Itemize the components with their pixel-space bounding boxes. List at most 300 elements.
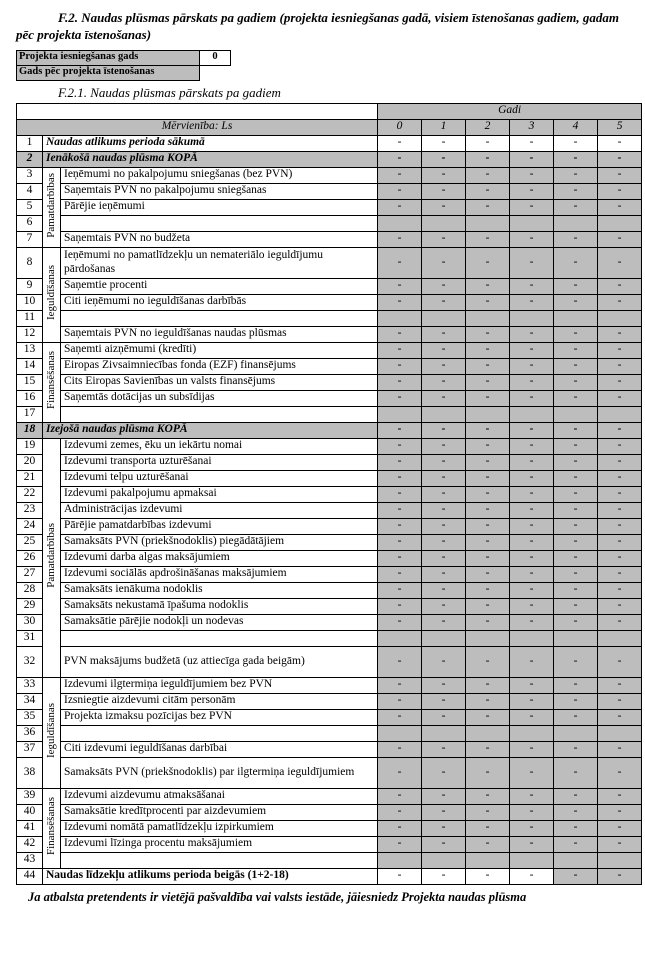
value-cell: - — [378, 390, 422, 406]
value-cell — [598, 630, 642, 646]
value-cell: - — [378, 788, 422, 804]
header-spacer-cell — [17, 103, 378, 119]
row-label: Samaksāts ienākuma nodoklis — [61, 582, 378, 598]
row-number: 41 — [17, 820, 43, 836]
value-cell — [378, 406, 422, 422]
value-cell: - — [554, 788, 598, 804]
value-cell: - — [510, 614, 554, 630]
value-cell: - — [510, 183, 554, 199]
footer-note: Ja atbalsta pretendents ir vietējā pašvaldība vai valsts iestāde, jāiesniedz Projekta naudas plūsma — [28, 889, 527, 904]
value-cell: - — [554, 374, 598, 390]
value-cell: - — [598, 470, 642, 486]
value-cell: - — [422, 278, 466, 294]
value-cell — [510, 215, 554, 231]
value-cell: - — [378, 550, 422, 566]
value-cell: - — [510, 231, 554, 247]
value-cell: - — [378, 199, 422, 215]
value-cell: - — [466, 167, 510, 183]
table-row — [17, 646, 642, 677]
value-cell: - — [466, 135, 510, 151]
value-cell: - — [598, 247, 642, 278]
value-cell: - — [554, 326, 598, 342]
value-cell: - — [422, 358, 466, 374]
value-cell: - — [554, 741, 598, 757]
value-cell: - — [510, 294, 554, 310]
table-row — [17, 151, 642, 167]
value-cell: - — [378, 294, 422, 310]
value-cell: - — [510, 804, 554, 820]
value-cell: - — [378, 868, 422, 884]
row-number: 16 — [17, 390, 43, 406]
row-number: 3 — [17, 167, 43, 183]
value-cell: - — [422, 582, 466, 598]
table-row — [17, 215, 642, 231]
value-cell: - — [598, 804, 642, 820]
value-cell: - — [554, 836, 598, 852]
group-label-text: Pamatdarbības — [45, 172, 57, 238]
value-cell: - — [466, 342, 510, 358]
value-cell — [598, 725, 642, 741]
row-number: 21 — [17, 470, 43, 486]
row-label: Samaksāts nekustamā īpašuma nodoklis — [61, 598, 378, 614]
table-row — [17, 614, 642, 630]
value-cell: - — [466, 438, 510, 454]
value-cell: - — [598, 646, 642, 677]
value-cell: - — [510, 693, 554, 709]
table-row — [17, 374, 642, 390]
table-row — [17, 470, 642, 486]
row-label — [61, 215, 378, 231]
row-number: 9 — [17, 278, 43, 294]
value-cell: - — [554, 151, 598, 167]
value-cell — [510, 406, 554, 422]
value-cell: - — [422, 820, 466, 836]
table-row — [17, 406, 642, 422]
value-cell: - — [378, 646, 422, 677]
table-row — [17, 725, 642, 741]
group-label-text: Ieguldīšanas — [45, 702, 57, 758]
value-cell: - — [378, 741, 422, 757]
row-number: 17 — [17, 406, 43, 422]
value-cell: - — [598, 294, 642, 310]
value-cell: - — [554, 868, 598, 884]
value-cell: - — [510, 820, 554, 836]
value-cell: - — [378, 582, 422, 598]
value-cell: - — [554, 566, 598, 582]
value-cell: - — [554, 534, 598, 550]
row-number: 33 — [17, 677, 43, 693]
value-cell: - — [598, 135, 642, 151]
value-cell: - — [554, 183, 598, 199]
value-cell — [422, 852, 466, 868]
row-number: 24 — [17, 518, 43, 534]
table-row — [17, 278, 642, 294]
value-cell: - — [510, 486, 554, 502]
table-row — [17, 326, 642, 342]
value-cell: - — [378, 566, 422, 582]
value-cell — [466, 215, 510, 231]
value-cell: - — [422, 502, 466, 518]
value-cell: - — [554, 582, 598, 598]
value-cell: - — [466, 183, 510, 199]
value-cell: - — [466, 470, 510, 486]
row-label: PVN maksājums budžetā (uz attiecīga gada beigām) — [61, 646, 378, 677]
value-cell: - — [510, 470, 554, 486]
row-label — [61, 852, 378, 868]
value-cell: - — [466, 454, 510, 470]
value-cell: - — [378, 278, 422, 294]
year-col-header: 3 — [510, 119, 554, 135]
value-cell: - — [598, 693, 642, 709]
value-cell: - — [598, 757, 642, 788]
value-cell — [466, 852, 510, 868]
value-cell: - — [466, 868, 510, 884]
value-cell: - — [466, 231, 510, 247]
value-cell — [554, 215, 598, 231]
unit-label: Mērvienība: Ls — [17, 119, 378, 135]
value-cell: - — [466, 199, 510, 215]
value-cell: - — [598, 231, 642, 247]
value-cell: - — [466, 390, 510, 406]
row-number: 15 — [17, 374, 43, 390]
value-cell: - — [510, 374, 554, 390]
value-cell — [554, 852, 598, 868]
value-cell: - — [422, 342, 466, 358]
value-cell: - — [422, 868, 466, 884]
value-cell: - — [422, 470, 466, 486]
row-label — [61, 725, 378, 741]
value-cell: - — [466, 693, 510, 709]
value-cell: - — [598, 278, 642, 294]
value-cell: - — [378, 757, 422, 788]
value-cell: - — [554, 358, 598, 374]
value-cell: - — [466, 566, 510, 582]
value-cell: - — [598, 342, 642, 358]
row-number: 28 — [17, 582, 43, 598]
row-label: Ieņēmumi no pakalpojumu sniegšanas (bez PVN) — [61, 167, 378, 183]
row-number: 20 — [17, 454, 43, 470]
value-cell: - — [598, 374, 642, 390]
row-number: 4 — [17, 183, 43, 199]
row-label: Izejošā naudas plūsma KOPĀ — [43, 422, 378, 438]
value-cell — [598, 852, 642, 868]
value-cell: - — [510, 390, 554, 406]
table-row — [17, 868, 642, 884]
page-title: F.2. Naudas plūsmas pārskats pa gadiem (projekta iesniegšanas gadā, visiem īstenošanas gadiem, gadam pēc projekta īstenošanas) — [16, 10, 619, 42]
value-cell: - — [378, 836, 422, 852]
group-label — [43, 677, 61, 788]
group-label-text: Pamatdarbības — [45, 523, 57, 588]
row-label: Izdevumi līzinga procentu maksājumiem — [61, 836, 378, 852]
row-number: 14 — [17, 358, 43, 374]
value-cell: - — [378, 342, 422, 358]
value-cell: - — [554, 486, 598, 502]
group-label-text: Finansēšanas — [45, 350, 57, 409]
value-cell — [554, 406, 598, 422]
value-cell: - — [422, 709, 466, 725]
value-cell: - — [510, 582, 554, 598]
group-label — [43, 167, 61, 247]
value-cell — [422, 215, 466, 231]
info-value: 0 — [200, 50, 231, 65]
row-label: Samaksāts PVN (priekšnodoklis) piegādātājiem — [61, 534, 378, 550]
value-cell: - — [510, 454, 554, 470]
value-cell: - — [554, 278, 598, 294]
value-cell: - — [598, 502, 642, 518]
value-cell: - — [422, 247, 466, 278]
table-row — [17, 438, 642, 454]
value-cell: - — [554, 598, 598, 614]
value-cell: - — [554, 438, 598, 454]
row-label: Izdevumi pakalpojumu apmaksai — [61, 486, 378, 502]
value-cell: - — [554, 470, 598, 486]
table-row — [17, 183, 642, 199]
value-cell: - — [510, 836, 554, 852]
row-number: 37 — [17, 741, 43, 757]
value-cell: - — [554, 709, 598, 725]
value-cell: - — [554, 342, 598, 358]
info-label: Projekta iesniegšanas gads — [17, 50, 200, 65]
value-cell: - — [378, 247, 422, 278]
value-cell — [598, 215, 642, 231]
row-label: Naudas atlikums perioda sākumā — [43, 135, 378, 151]
value-cell: - — [466, 646, 510, 677]
value-cell — [378, 725, 422, 741]
value-cell: - — [422, 422, 466, 438]
value-cell: - — [378, 438, 422, 454]
row-label: Eiropas Zivsaimniecības fonda (EZF) finansējums — [61, 358, 378, 374]
row-number: 38 — [17, 757, 43, 788]
value-cell: - — [422, 486, 466, 502]
year-col-header: 5 — [598, 119, 642, 135]
value-cell: - — [466, 677, 510, 693]
row-number: 10 — [17, 294, 43, 310]
value-cell: - — [554, 550, 598, 566]
value-cell: - — [598, 358, 642, 374]
table-row — [17, 550, 642, 566]
group-label-text: Finansēšanas — [45, 796, 57, 855]
row-number: 13 — [17, 342, 43, 358]
value-cell: - — [422, 183, 466, 199]
value-cell: - — [466, 741, 510, 757]
value-cell: - — [422, 199, 466, 215]
section-subtitle: F.2.1. Naudas plūsmas pārskats pa gadiem — [58, 84, 281, 100]
value-cell: - — [422, 390, 466, 406]
value-cell — [378, 215, 422, 231]
value-cell — [422, 310, 466, 326]
value-cell — [554, 630, 598, 646]
row-label: Samaksātie kredītprocenti par aizdevumiem — [61, 804, 378, 820]
value-cell: - — [510, 677, 554, 693]
row-number: 18 — [17, 422, 43, 438]
row-number: 34 — [17, 693, 43, 709]
value-cell: - — [466, 422, 510, 438]
value-cell: - — [466, 614, 510, 630]
value-cell: - — [378, 486, 422, 502]
value-cell — [422, 406, 466, 422]
row-label: Saņemtais PVN no pakalpojumu sniegšanas — [61, 183, 378, 199]
value-cell: - — [378, 231, 422, 247]
value-cell: - — [510, 502, 554, 518]
value-cell — [378, 310, 422, 326]
value-cell: - — [510, 550, 554, 566]
value-cell: - — [510, 518, 554, 534]
value-cell: - — [510, 422, 554, 438]
value-cell: - — [598, 820, 642, 836]
row-label: Cits Eiropas Savienības un valsts finansējums — [61, 374, 378, 390]
row-number: 35 — [17, 709, 43, 725]
table-row — [17, 454, 642, 470]
value-cell: - — [466, 278, 510, 294]
value-cell — [510, 852, 554, 868]
value-cell: - — [466, 582, 510, 598]
table-row — [17, 820, 642, 836]
row-number: 22 — [17, 486, 43, 502]
value-cell: - — [598, 151, 642, 167]
info-row — [17, 65, 231, 80]
row-number: 29 — [17, 598, 43, 614]
table-row — [17, 852, 642, 868]
value-cell: - — [598, 326, 642, 342]
table-row — [17, 199, 642, 215]
value-cell: - — [378, 135, 422, 151]
row-label: Saņemtās dotācijas un subsīdijas — [61, 390, 378, 406]
value-cell: - — [466, 757, 510, 788]
value-cell: - — [422, 757, 466, 788]
row-number: 11 — [17, 310, 43, 326]
info-label: Gads pēc projekta īstenošanas — [17, 65, 200, 80]
table-row — [17, 310, 642, 326]
row-label: Citi izdevumi ieguldīšanas darbībai — [61, 741, 378, 757]
value-cell: - — [378, 422, 422, 438]
row-number: 12 — [17, 326, 43, 342]
value-cell: - — [598, 582, 642, 598]
row-label: Izdevumi telpu uzturēšanai — [61, 470, 378, 486]
value-cell: - — [554, 804, 598, 820]
table-row — [17, 582, 642, 598]
value-cell: - — [598, 566, 642, 582]
info-row — [17, 50, 231, 65]
table-row — [17, 757, 642, 788]
value-cell: - — [422, 550, 466, 566]
value-cell: - — [510, 646, 554, 677]
row-number: 5 — [17, 199, 43, 215]
group-label — [43, 438, 61, 677]
value-cell: - — [378, 374, 422, 390]
value-cell: - — [378, 151, 422, 167]
value-cell: - — [554, 677, 598, 693]
value-cell: - — [378, 518, 422, 534]
row-number: 1 — [17, 135, 43, 151]
value-cell: - — [466, 550, 510, 566]
value-cell: - — [422, 294, 466, 310]
row-label: Samaksāts PVN (priekšnodoklis) par ilgtermiņa ieguldījumiem — [61, 757, 378, 788]
value-cell: - — [466, 247, 510, 278]
row-number: 7 — [17, 231, 43, 247]
value-cell: - — [554, 757, 598, 788]
value-cell: - — [598, 598, 642, 614]
value-cell: - — [466, 374, 510, 390]
value-cell: - — [554, 820, 598, 836]
cashflow-table — [16, 103, 642, 885]
value-cell: - — [378, 534, 422, 550]
row-number: 44 — [17, 868, 43, 884]
value-cell: - — [422, 598, 466, 614]
value-cell: - — [554, 231, 598, 247]
table-row — [17, 709, 642, 725]
value-cell: - — [598, 836, 642, 852]
table-header-row-unit — [17, 119, 642, 135]
value-cell: - — [510, 598, 554, 614]
value-cell — [466, 725, 510, 741]
value-cell: - — [598, 550, 642, 566]
value-cell: - — [598, 614, 642, 630]
value-cell — [510, 725, 554, 741]
table-row — [17, 788, 642, 804]
table-row — [17, 502, 642, 518]
row-label: Izdevumi aizdevumu atmaksāšanai — [61, 788, 378, 804]
value-cell: - — [378, 358, 422, 374]
row-label: Saņemtie procenti — [61, 278, 378, 294]
value-cell: - — [598, 709, 642, 725]
table-row — [17, 518, 642, 534]
year-col-header: 1 — [422, 119, 466, 135]
row-label: Ienākošā naudas plūsma KOPĀ — [43, 151, 378, 167]
value-cell: - — [598, 486, 642, 502]
row-number: 39 — [17, 788, 43, 804]
value-cell: - — [466, 294, 510, 310]
value-cell: - — [554, 454, 598, 470]
value-cell — [466, 406, 510, 422]
value-cell: - — [422, 438, 466, 454]
row-label: Izdevumi transporta uzturēšanai — [61, 454, 378, 470]
row-label: Saņemtais PVN no ieguldīšanas naudas plūsmas — [61, 326, 378, 342]
row-label: Ieņēmumi no pamatlīdzekļu un nemateriālo ieguldījumu pārdošanas — [61, 247, 378, 278]
row-number: 30 — [17, 614, 43, 630]
value-cell: - — [598, 454, 642, 470]
value-cell: - — [422, 566, 466, 582]
value-cell: - — [598, 534, 642, 550]
value-cell: - — [510, 151, 554, 167]
table-row — [17, 598, 642, 614]
year-col-header: 2 — [466, 119, 510, 135]
value-cell: - — [598, 199, 642, 215]
value-cell: - — [510, 247, 554, 278]
value-cell: - — [598, 677, 642, 693]
info-table — [16, 50, 231, 81]
row-number: 25 — [17, 534, 43, 550]
value-cell: - — [422, 646, 466, 677]
value-cell: - — [510, 868, 554, 884]
value-cell: - — [510, 358, 554, 374]
row-number: 8 — [17, 247, 43, 278]
table-row — [17, 566, 642, 582]
value-cell — [422, 725, 466, 741]
value-cell: - — [466, 534, 510, 550]
value-cell: - — [378, 820, 422, 836]
value-cell: - — [466, 502, 510, 518]
group-label — [43, 788, 61, 868]
value-cell: - — [510, 135, 554, 151]
value-cell: - — [510, 741, 554, 757]
value-cell: - — [554, 135, 598, 151]
value-cell: - — [510, 566, 554, 582]
value-cell: - — [598, 422, 642, 438]
value-cell: - — [378, 598, 422, 614]
row-label: Saņemtais PVN no budžeta — [61, 231, 378, 247]
value-cell: - — [510, 534, 554, 550]
value-cell: - — [598, 167, 642, 183]
